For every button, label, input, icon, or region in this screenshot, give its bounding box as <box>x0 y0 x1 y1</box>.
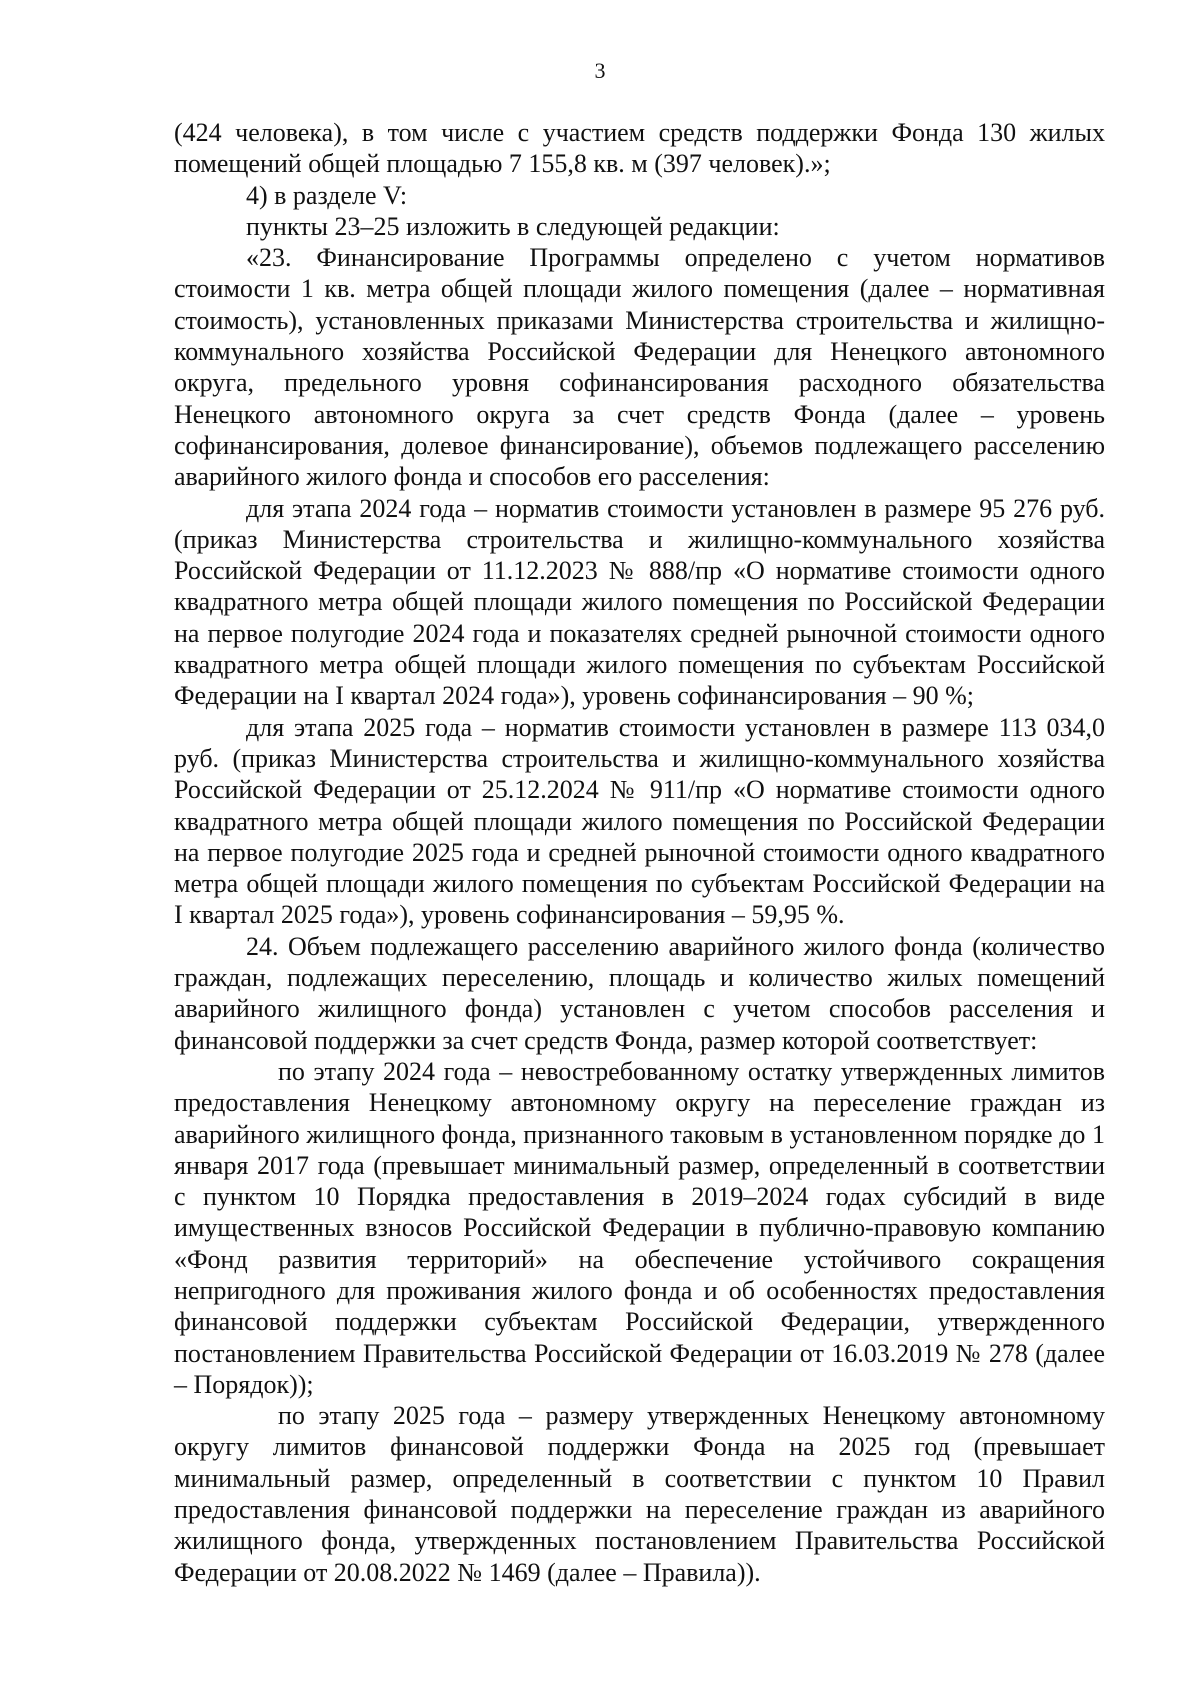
page-number: 3 <box>594 58 606 83</box>
paragraph-stage-2024: для этапа 2024 года – норматив стоимости установлен в размере 95 276 руб. (приказ Министерства строительства и жилищно-коммунального хозяйства Российской Федерации от 11.12.2023 № 888/пр «О нормативе стоимости одного квадратного метра общей площади жилого помещения по Российской Федерации на первое полугодие 2024 года и показателях средней рыночной стоимости одного квадратного метра общей площади жилого помещения по субъектам Российской Федерации на I квартал 2024 года»), уровень софинансирования – 90 %; <box>174 493 1105 711</box>
paragraph-point-24: 24. Объем подлежащего расселению аварийного жилого фонда (количество граждан, подлежащих переселению, площадь и количество жилых помещений аварийного жилищного фонда) установлен с учетом способов расселения и финансовой поддержки за счет средств Фонда, размер которой соответствует: <box>174 931 1105 1055</box>
paragraph-continuation: (424 человека), в том числе с участием средств поддержки Фонда 130 жилых помещений общей площадью 7 155,8 кв. м (397 человек).»; <box>174 118 1105 179</box>
paragraph-stage-2025-limits: по этапу 2025 года – размеру утвержденных Ненецкому автономному округу лимитов финансовой поддержки Фонда на 2025 год (превышает минимальный размер, определенный в соответствии с пунктом 10 Правил предоставления финансовой поддержки на переселение граждан из аварийного жилищного фонда, утвержденных постановлением Правительства Российской Федерации от 20.08.2022 № 1469 (далее – Правила)). <box>174 1401 1105 1587</box>
paragraph-point-23: «23. Финансирование Программы определено с учетом нормативов стоимости 1 кв. метра общей площади жилого помещения (далее – нормативная стоимость), установленных приказами Министерства строительства и жилищно-коммунального хозяйства Российской Федерации для Ненецкого автономного округа, предельного уровня софинансирования расходного обязательства Ненецкого автономного округа за счет средств Фонда (далее – уровень софинансирования, долевое финансирование), объемов подлежащего расселению аварийного жилого фонда и способов его расселения: <box>174 243 1105 492</box>
document-body <box>174 117 1105 1588</box>
paragraph-stage-2025: для этапа 2025 года – норматив стоимости установлен в размере 113 034,0 руб. (приказ Министерства строительства и жилищно-коммунального хозяйства Российской Федерации от 25.12.2024 № 911/пр «О нормативе стоимости одного квадратного метра общей площади жилого помещения по Российской Федерации на первое полугодие 2025 года и средней рыночной стоимости одного квадратного метра общей площади жилого помещения по субъектам Российской Федерации на I квартал 2025 года»), уровень софинансирования – 59,95 %. <box>174 712 1105 930</box>
paragraph-points-instruction: пункты 23–25 изложить в следующей редакции: <box>246 211 780 241</box>
paragraph-item-4: 4) в разделе V: <box>246 180 408 210</box>
paragraph-stage-2024-limits: по этапу 2024 года – невостребованному остатку утвержденных лимитов предоставления Ненецкому автономному округу на переселение граждан из аварийного жилищного фонда, признанного таковым в установленном порядке до 1 января 2017 года (превышает минимальный размер, определенный в соответствии с пунктом 10 Порядка предоставления в 2019–2024 годах субсидий в виде имущественных взносов Российской Федерации в публично-правовую компанию «Фонд развития территорий» на обеспечение устойчивого сокращения непригодного для проживания жилого фонда и об особенностях предоставления финансовой поддержки субъектам Российской Федерации, утвержденного постановлением Правительства Российской Федерации от 16.03.2019 № 278 (далее – Порядок)); <box>174 1056 1105 1399</box>
